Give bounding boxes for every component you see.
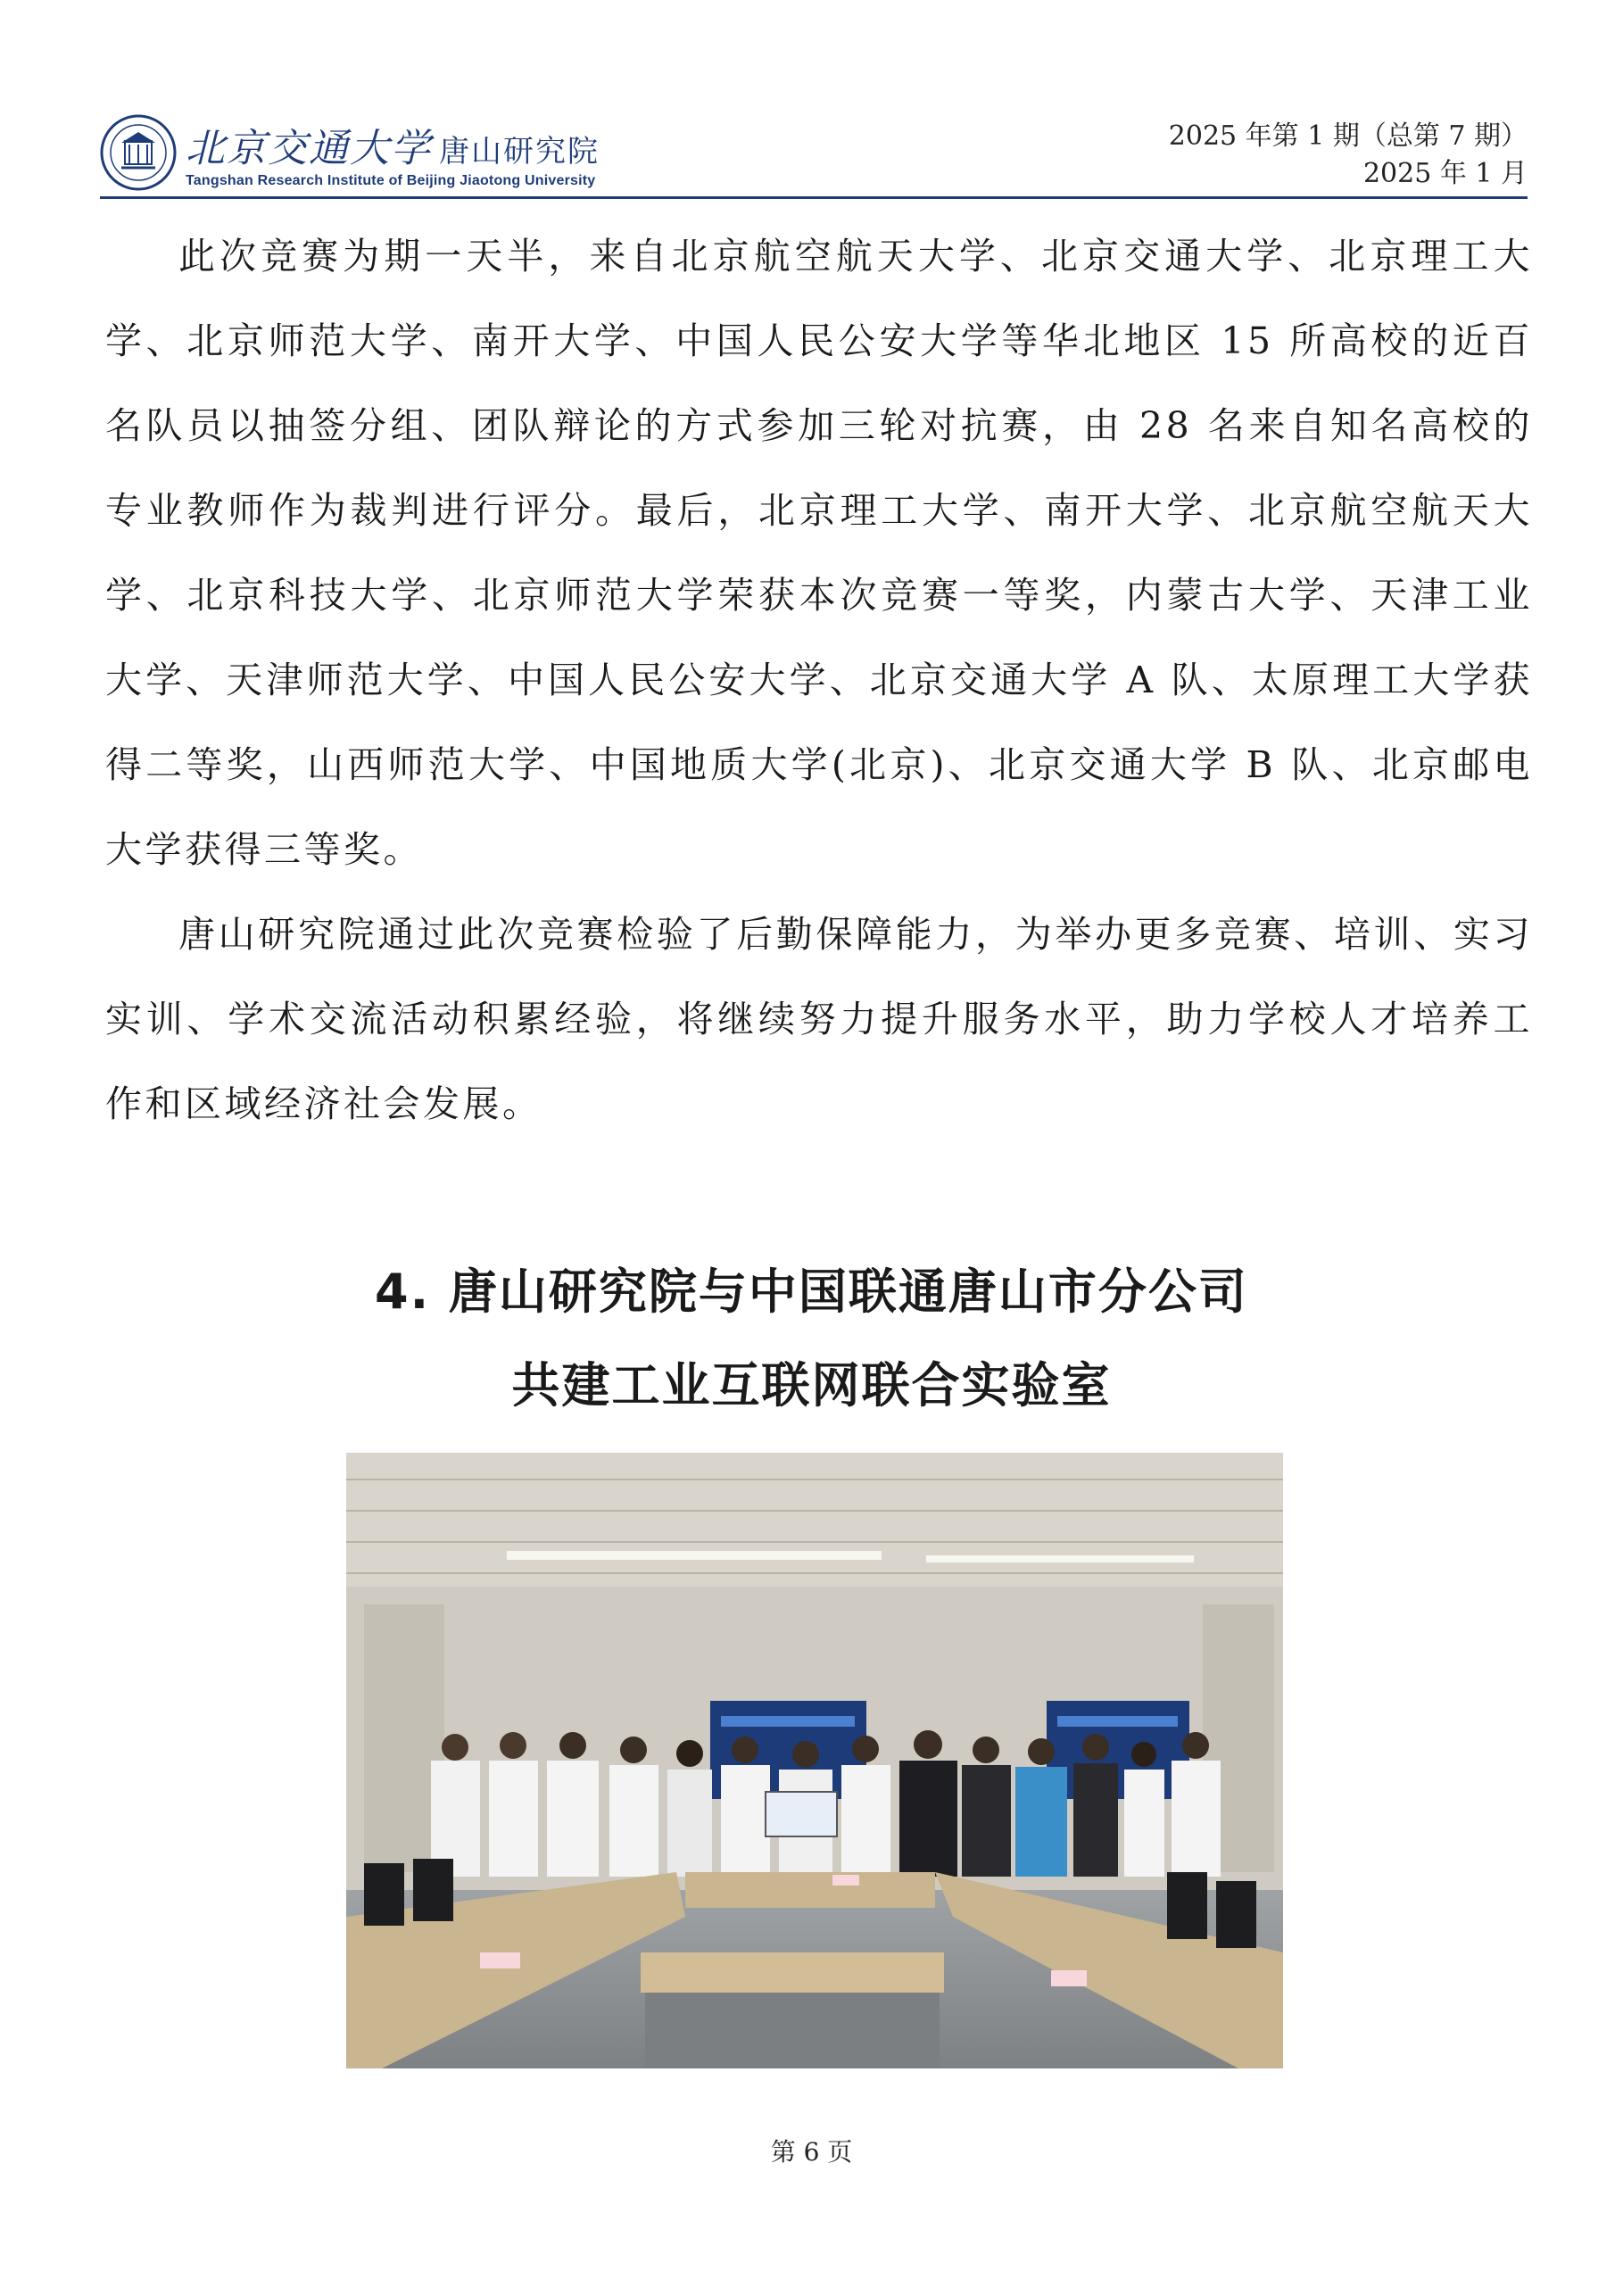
group-photo-image bbox=[346, 1453, 1283, 2068]
section-heading-line: 4. 唐山研究院与中国联通唐山市分公司 bbox=[375, 1264, 1248, 1320]
issue-date: 2025 年 1 月 bbox=[1362, 158, 1528, 189]
brand-institute: 唐山研究院 bbox=[439, 134, 600, 170]
institute-logo bbox=[186, 116, 600, 189]
header-divider bbox=[100, 196, 1528, 199]
page-number: 第 6 页 bbox=[770, 2137, 853, 2167]
paragraph: 此次竞赛为期一天半，来自北京航空航天大学、北京交通大学、北京理工大学、北京师范大学、南开大学、中国人民公安大学等华北地区 15 所高校的近百名队员以抽签分组、团队辩论的方式参加三轮对抗赛，由 28 名来自知名高校的专业教师作为裁判进行评分。最后，北京理工大学、南开大学、北京航空航天大学、北京科技大学、北京师范大学荣获本次竞赛一等奖，内蒙古大学、天津工业大学、天津师范大学、中国人民公安大学、北京交通大学 A 队、太原理工大学获得二等奖，山西师范大学、中国地质大学(北京)、北京交通大学 B 队、北京邮电大学获得三等奖。 bbox=[105, 235, 1533, 871]
page-header bbox=[100, 107, 1528, 196]
university-seal-icon bbox=[100, 114, 177, 191]
paragraph: 唐山研究院通过此次竞赛检验了后勤保障能力，为举办更多竞赛、培训、实习实训、学术交流活动积累经验，将继续努力提升服务水平，助力学校人才培养工作和区域经济社会发展。 bbox=[105, 913, 1533, 1125]
section-heading bbox=[0, 1245, 1623, 1432]
brand-english-name: Tangshan Research Institute of Beijing Jiaotong University bbox=[186, 173, 596, 188]
issue-info bbox=[1169, 118, 1528, 193]
section-heading-line: 共建工业互联网联合实验室 bbox=[511, 1357, 1112, 1413]
article-body bbox=[105, 214, 1533, 1147]
issue-number: 2025 年第 1 期（总第 7 期） bbox=[1168, 120, 1528, 152]
brand-name: 北京交通大学 唐山研究院 bbox=[186, 126, 600, 171]
